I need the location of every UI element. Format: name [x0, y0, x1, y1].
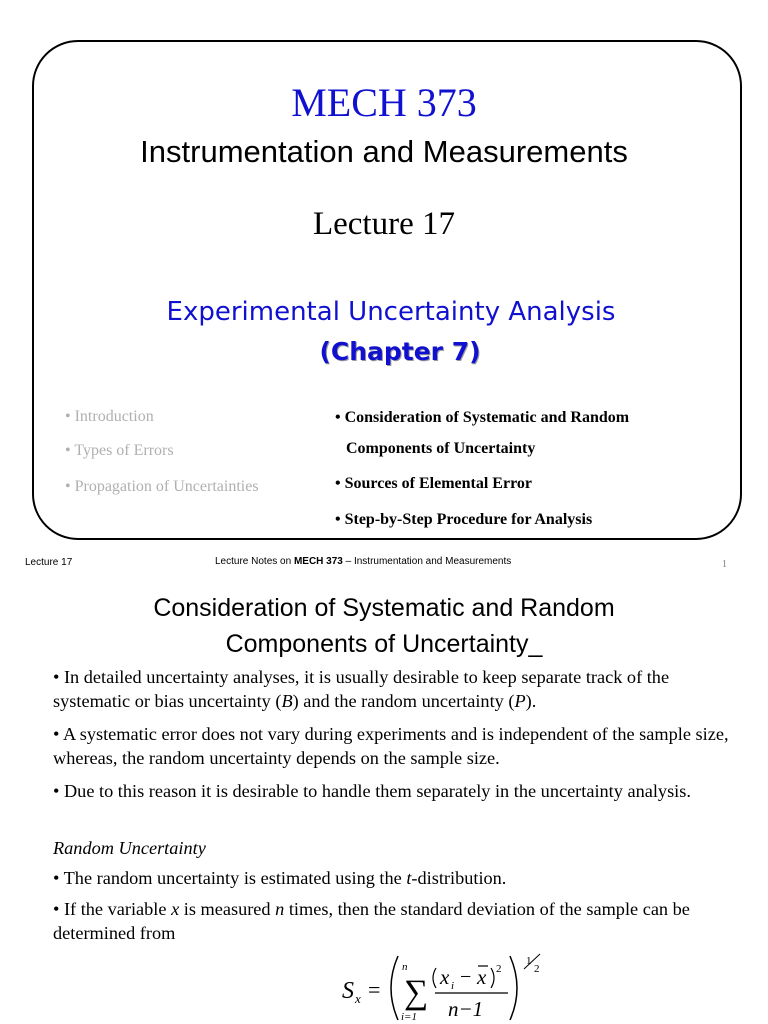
section-heading-line1: Consideration of Systematic and Random: [153, 594, 615, 622]
bullet-standard-deviation: • If the variable x is measured n times, then the standard deviation of the sample can be determined from: [53, 899, 690, 943]
formula-sigma: ∑: [404, 974, 429, 1011]
formula-equals: =: [368, 977, 381, 1002]
formula-numerator-i: i: [451, 980, 455, 992]
subheading-random-uncertainty: Random Uncertainty: [53, 838, 206, 858]
formula-square: 2: [496, 963, 502, 975]
formula-numerator-x: x: [440, 965, 450, 989]
outline-item-procedure: • Step-by-Step Procedure for Analysis: [335, 511, 593, 528]
bullet-systematic-error: • A systematic error does not vary during experiments and is independent of the sample size, whereas, the random uncertainty depends on the sample size.: [53, 724, 729, 768]
course-code: MECH 373: [291, 80, 477, 125]
formula-left-paren: [391, 956, 398, 1020]
formula-exp-den: 2: [534, 963, 540, 975]
outline-item-types-of-errors: • Types of Errors: [65, 442, 174, 459]
outline-item-introduction: • Introduction: [65, 408, 154, 425]
formula-xbar: x: [477, 965, 487, 989]
footer-page-number: 1: [722, 559, 727, 570]
course-title: Instrumentation and Measurements: [140, 134, 628, 169]
outline-item-elemental-error: • Sources of Elemental Error: [335, 475, 532, 492]
formula-sum-bottom: i=1: [401, 1011, 417, 1023]
bullet-separate-tracking: • In detailed uncertainty analyses, it is usually desirable to keep separate track of the systematic or bias uncertainty (B) and the random uncertainty (P).: [53, 667, 670, 711]
formula-lhs-sub: x: [355, 991, 361, 1006]
footer-lecture: Lecture 17: [25, 557, 73, 568]
section-heading-line2: Components of Uncertainty_: [225, 630, 543, 658]
topic-title: Experimental Uncertainty Analysis: [166, 297, 616, 327]
outline-item-systematic-random: • Consideration of Systematic and Random: [335, 409, 630, 426]
footer-notes: Lecture Notes on MECH 373 – Instrumentation and Measurements: [215, 556, 512, 567]
formula-right-paren: [510, 956, 517, 1020]
formula-denominator: n−1: [448, 997, 484, 1021]
outline-item-systematic-random-cont: Components of Uncertainty: [346, 440, 536, 457]
formula-lhs: S: [342, 978, 354, 1004]
bullet-handle-separately: • Due to this reason it is desirable to handle them separately in the uncertainty analysis.: [53, 781, 691, 801]
formula-sum-top: n: [402, 961, 408, 973]
chapter-label: (Chapter 7): [319, 337, 481, 366]
outline-item-propagation: • Propagation of Uncertainties: [65, 478, 259, 495]
lecture-title: Lecture 17: [312, 206, 455, 242]
standard-deviation-formula: [330, 950, 570, 1024]
formula-exp-num: 1: [526, 955, 532, 967]
formula-minus: −: [460, 966, 472, 988]
bullet-t-distribution: • The random uncertainty is estimated using the t-distribution.: [53, 868, 507, 888]
